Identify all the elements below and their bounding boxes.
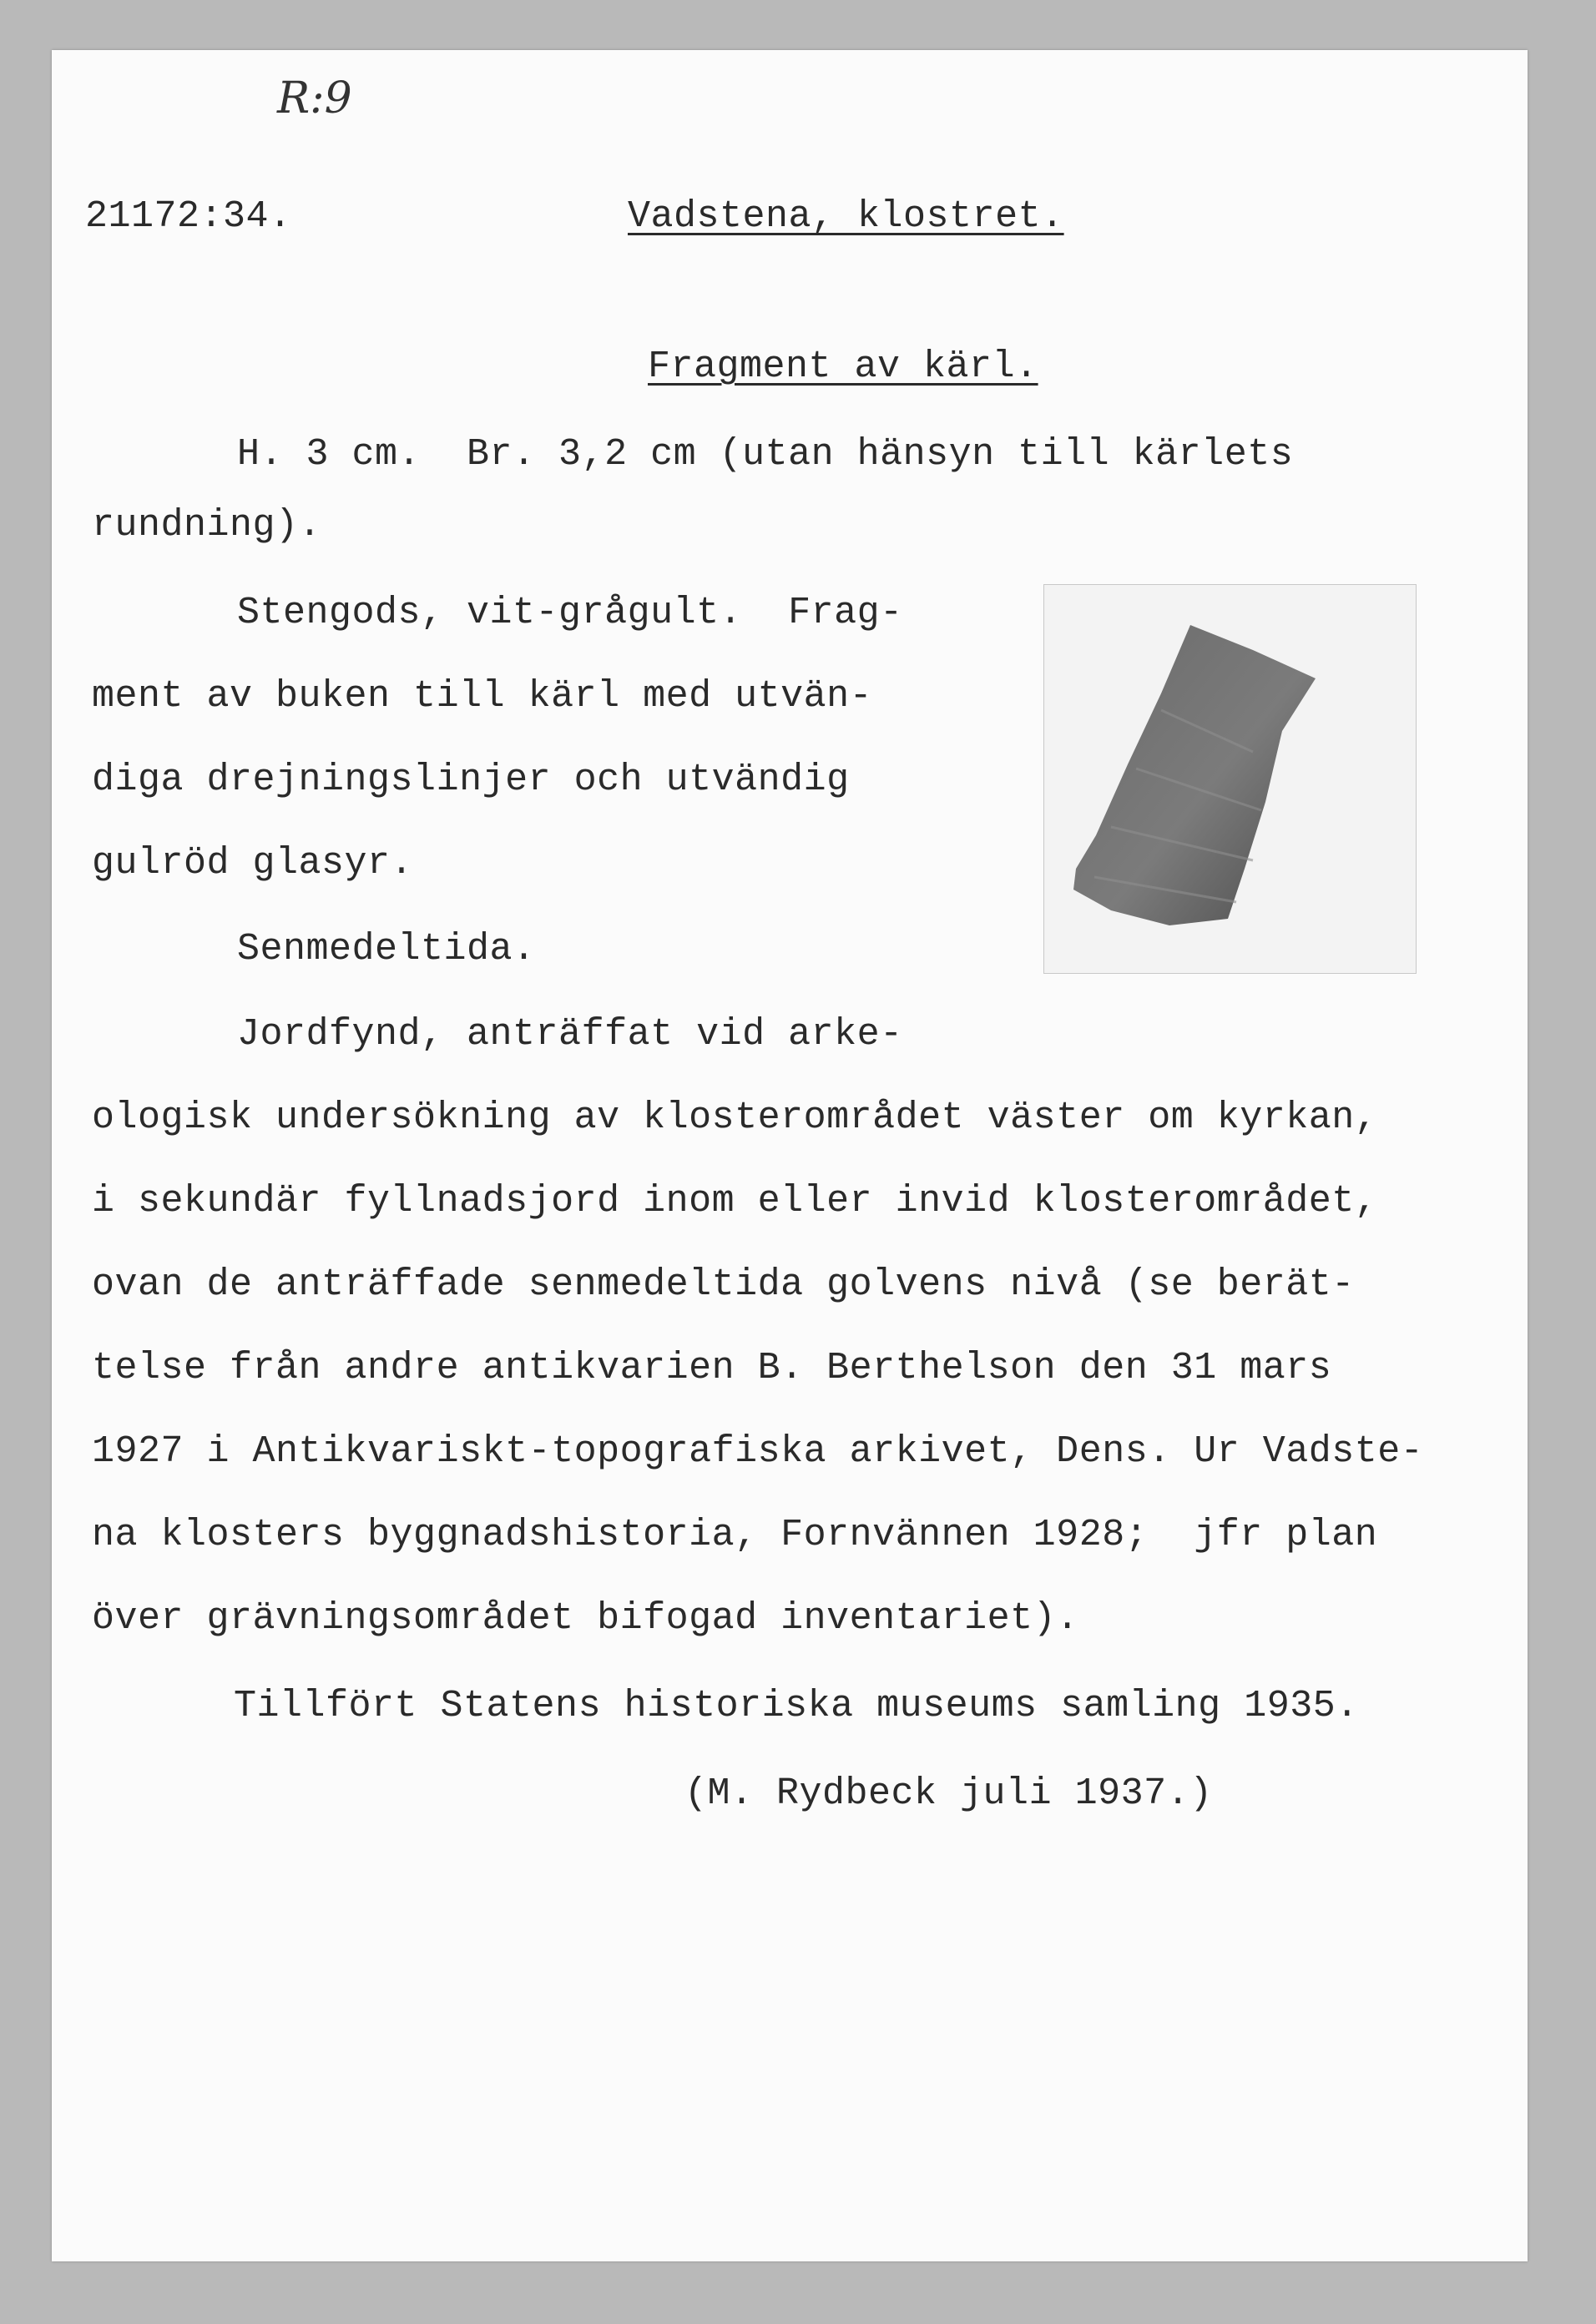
material-line: Stengods, vit-grågult. Frag- bbox=[237, 592, 903, 634]
fragment-photo bbox=[1043, 584, 1417, 974]
dimensions-line: H. 3 cm. Br. 3,2 cm (utan hänsyn till kärlets bbox=[237, 433, 1294, 476]
author-signature: (M. Rydbeck juli 1937.) bbox=[684, 1772, 1213, 1815]
object-title: Fragment av kärl. bbox=[648, 345, 1038, 388]
dimensions-line-cont: rundning). bbox=[92, 504, 322, 547]
findspot-line: telse från andre antikvarien B. Berthelson den 31 mars bbox=[92, 1347, 1332, 1389]
pottery-fragment-image bbox=[1044, 585, 1416, 973]
catalog-card bbox=[52, 50, 1528, 2261]
catalog-number: 21172:34. bbox=[85, 195, 292, 238]
dating-line: Senmedeltida. bbox=[237, 928, 536, 970]
findspot-line: ologisk undersökning av klosterområdet väster om kyrkan, bbox=[92, 1096, 1378, 1139]
findspot-line: i sekundär fyllnadsjord inom eller invid klosterområdet, bbox=[92, 1180, 1378, 1222]
description-line: diga drejningslinjer och utvändig bbox=[92, 759, 850, 801]
acquisition-line: Tillfört Statens historiska museums samling 1935. bbox=[234, 1685, 1359, 1727]
location-heading: Vadstena, klostret. bbox=[628, 195, 1064, 238]
handwritten-note: R:9 bbox=[277, 73, 352, 124]
findspot-line: Jordfynd, anträffat vid arke- bbox=[237, 1013, 903, 1056]
description-line: gulröd glasyr. bbox=[92, 842, 414, 885]
findspot-line: över grävningsområdet bifogad inventariet). bbox=[92, 1597, 1079, 1640]
findspot-line: 1927 i Antikvariskt-topografiska arkivet, Dens. Ur Vadste- bbox=[92, 1430, 1424, 1473]
findspot-line: na klosters byggnadshistoria, Fornvännen 1928; jfr plan bbox=[92, 1514, 1378, 1556]
findspot-line: ovan de anträffade senmedeltida golvens nivå (se berät- bbox=[92, 1263, 1355, 1306]
description-line: ment av buken till kärl med utvän- bbox=[92, 675, 873, 718]
